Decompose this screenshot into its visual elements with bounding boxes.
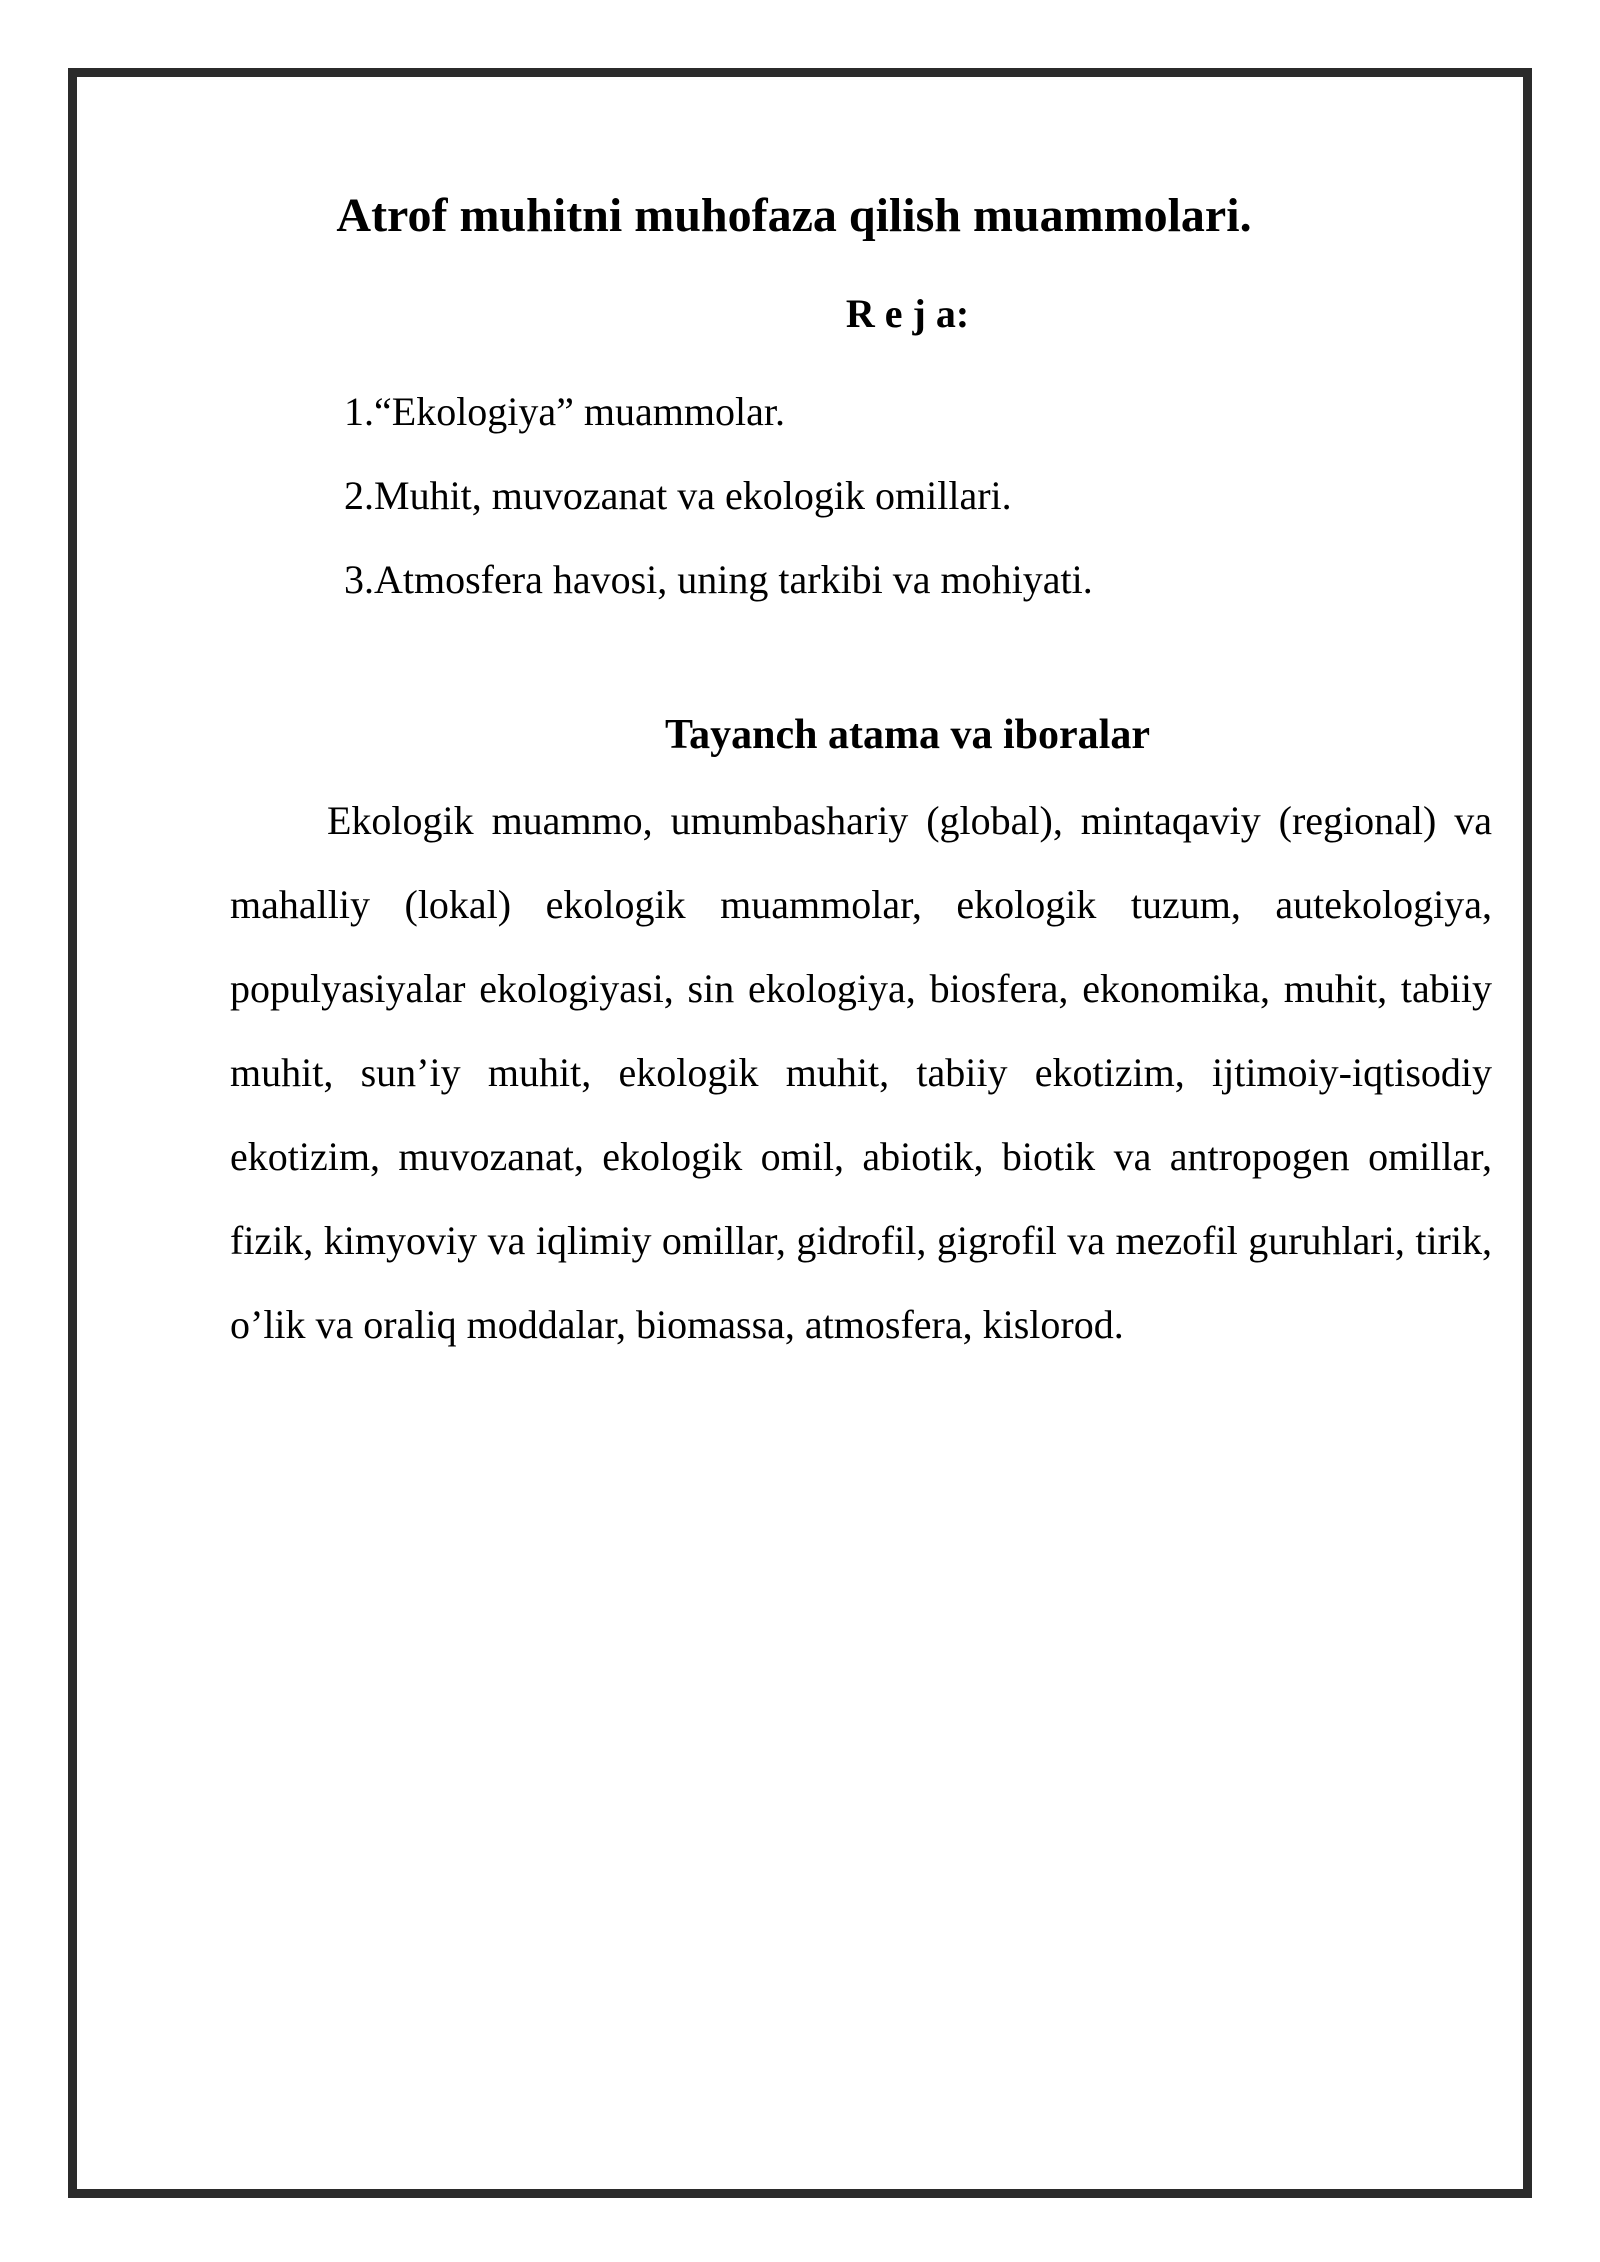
document-title: Atrof muhitni muhofaza qilish muammolari. — [336, 189, 1252, 242]
plan-item-3: 3.Atmosfera havosi, uning tarkibi va mohiyati. — [344, 557, 1093, 602]
plan-list — [344, 370, 1093, 622]
plan-item-1: 1.“Ekologiya” muammolar. — [344, 389, 785, 434]
plan-heading: R e j a: — [845, 291, 970, 336]
plan-item-2: 2.Muhit, muvozanat va ekologik omillari. — [344, 473, 1012, 518]
terms-paragraph: Ekologik muammo, umumbashariy (global), mintaqaviy (regional) va mahalliy (lokal) ekologik muammolar, ekologik tuzum, autekologiya, populyasiyalar ekologiyasi, sin ekologiya, biosfera, ekonomika, muhit, tabiiy muhit, sun’iy muhit, ekologik muhit, tabiiy ekotizim, ijtimoiy-iqtisodiy ekotizim, muvozanat, ekologik omil, abiotik, biotik va antropogen omillar, fizik, kimyoviy va iqlimiy omillar, gidrofil, gigrofil va mezofil guruhlari, tirik, o’lik va oraliq moddalar, biomassa, atmosfera, kislorod. — [230, 798, 1492, 1347]
terms-heading: Tayanch atama va iboralar — [665, 712, 1150, 758]
